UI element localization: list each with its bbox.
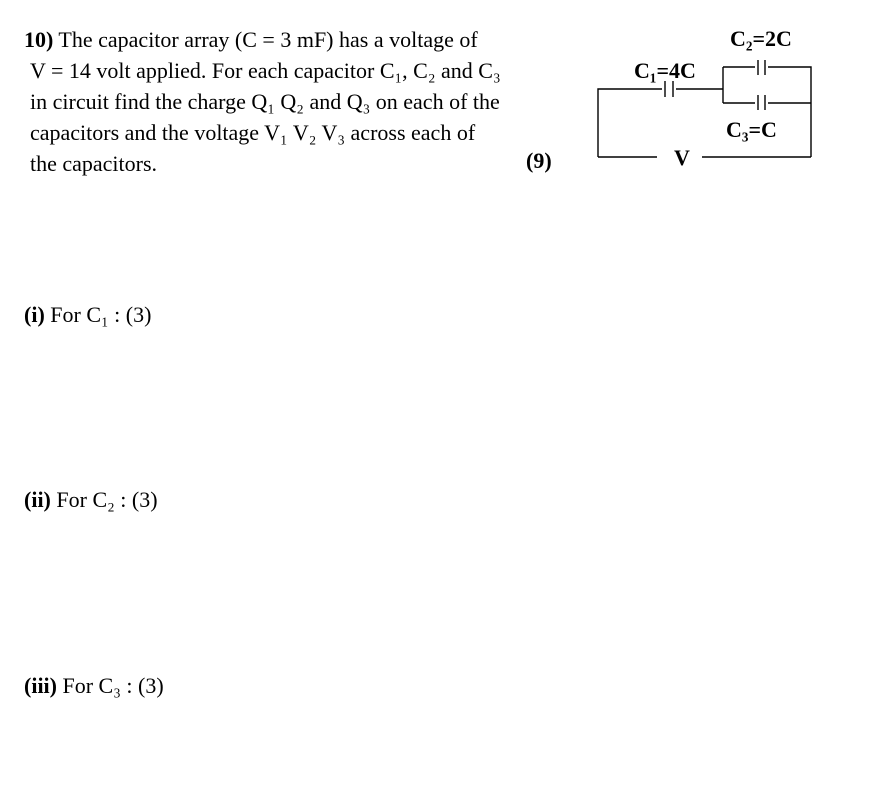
- question-line-3: in circuit find the charge Q₁ Q₂ and Q₃ on each of the: [30, 89, 500, 114]
- question-marks: (9): [526, 148, 552, 173]
- part-iii-number: (iii): [24, 673, 57, 698]
- part-i: [24, 302, 151, 328]
- part-iii: [24, 673, 164, 699]
- question-line-1-text: The capacitor array (C = 3 mF) has a voltage of: [53, 27, 478, 52]
- question-line-4: capacitors and the voltage V₁ V₂ V₃ across each of: [30, 120, 476, 145]
- question-number: 10): [24, 27, 54, 52]
- circuit-diagram: [590, 20, 820, 180]
- c2-label: C₂=2C: [730, 26, 792, 51]
- part-ii: [24, 487, 158, 513]
- part-ii-label: For C₂ : (3): [50, 487, 158, 512]
- question-line-5: the capacitors.: [30, 151, 158, 176]
- wire-c2-right: [768, 67, 811, 157]
- source-label: V: [674, 145, 690, 170]
- c1-label: C₁=4C: [634, 58, 696, 83]
- question-line-1: [24, 24, 564, 55]
- wire-left-top: [598, 89, 662, 157]
- part-ii-number: (ii): [24, 487, 51, 512]
- part-i-number: (i): [24, 302, 45, 327]
- part-i-label: For C₁ : (3): [44, 302, 152, 327]
- question-line-2: V = 14 volt applied. For each capacitor C₁, C₂ and C₃: [30, 58, 501, 83]
- question-text: [24, 24, 564, 179]
- circuit-svg: [590, 20, 820, 180]
- c3-label: C₃=C: [726, 117, 777, 142]
- part-iii-label: For C₃ : (3): [57, 673, 164, 698]
- circuit-wires: [598, 60, 811, 157]
